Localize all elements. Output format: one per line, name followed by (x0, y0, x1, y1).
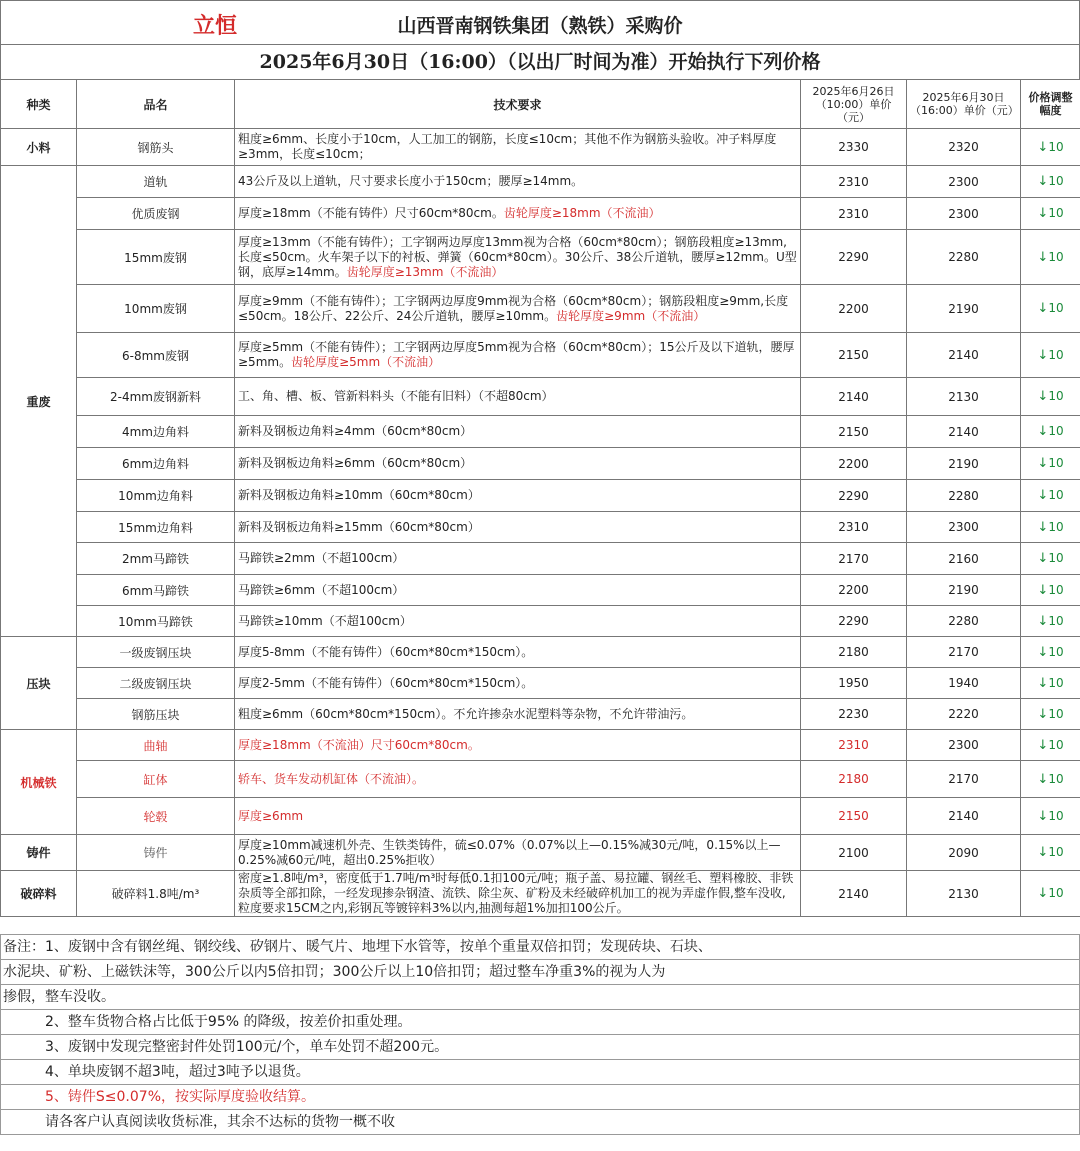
price-table (0, 79, 1080, 917)
note-line: 3、废钢中发现完整密封件处罚100元/个，单车处罚不超200元。 (0, 1035, 1080, 1060)
requirement-cell (235, 543, 801, 575)
table-row (1, 230, 1080, 285)
product-name: 破碎料1.8吨/m³ (77, 871, 235, 917)
table-row (1, 129, 1080, 166)
table-row (1, 699, 1080, 730)
product-name: 铸件 (77, 835, 235, 871)
price-adjust (1021, 480, 1080, 512)
table-row (1, 575, 1080, 606)
adjust-value: 10 (1048, 737, 1064, 752)
requirement-red-text: 轿车、货车发动机缸体（不流油）。 (238, 771, 425, 786)
table-row (1, 606, 1080, 637)
down-arrow-icon: ↓ (1037, 613, 1049, 629)
price-old: 2200 (801, 448, 907, 480)
requirement-cell (235, 835, 801, 871)
table-row (1, 543, 1080, 575)
header-price-old: 2025年6月26日（10:00）单价（元） (801, 80, 907, 129)
adjust-value: 10 (1048, 139, 1064, 154)
price-adjust (1021, 448, 1080, 480)
price-adjust (1021, 129, 1080, 166)
price-adjust (1021, 166, 1080, 198)
product-name: 一级废钢压块 (77, 637, 235, 668)
requirement-text: 粗度≥6mm、长度小于10cm，人工加工的钢筋，长度≤10cm；其他不作为钢筋头验收。冲子料厚度≥3mm，长度≤10cm； (238, 132, 777, 161)
requirement-text: 粗度≥6mm（60cm*80cm*150cm）。不允许掺杂水泥塑料等杂物，不允许带油污。 (238, 706, 694, 721)
product-name: 缸体 (77, 761, 235, 798)
requirement-text: 厚度≥9mm（不能有铸件）；工字钢两边厚度9mm视为合格（60cm*80cm）；钢筋段粗度≥9mm,长度≤50cm。18公斤、22公斤、24公斤道轨，腰厚≥10mm。 (238, 293, 789, 323)
requirement-cell (235, 129, 801, 166)
price-old: 2230 (801, 699, 907, 730)
requirement-red-text: 齿轮厚度≥18mm（不流油） (503, 206, 661, 220)
product-name: 2mm马蹄铁 (77, 543, 235, 575)
category-cell: 机械铁 (1, 730, 77, 835)
table-row (1, 871, 1080, 917)
table-row (1, 480, 1080, 512)
requirement-cell (235, 730, 801, 761)
page-title: 山西晋南钢铁集团（熟铁）采购价 (397, 15, 683, 37)
product-name: 10mm边角料 (77, 480, 235, 512)
price-old: 1950 (801, 668, 907, 699)
price-adjust (1021, 798, 1080, 835)
table-row (1, 761, 1080, 798)
product-name: 道轨 (77, 166, 235, 198)
requirement-cell (235, 166, 801, 198)
adjust-value: 10 (1048, 582, 1064, 597)
product-name: 6mm马蹄铁 (77, 575, 235, 606)
requirement-text: 新料及钢板边角料≥15mm（60cm*80cm） (238, 519, 480, 534)
adjust-value: 10 (1048, 706, 1064, 721)
adjust-value: 10 (1048, 675, 1064, 690)
price-new: 1940 (907, 668, 1021, 699)
adjust-value: 10 (1048, 174, 1064, 188)
table-row (1, 637, 1080, 668)
price-new: 2280 (907, 230, 1021, 285)
effective-date-banner: 2025年6月30日（16:00）（以出厂时间为准）开始执行下列价格 (0, 44, 1080, 80)
product-name: 2-4mm废钢新料 (77, 378, 235, 416)
down-arrow-icon: ↓ (1037, 347, 1049, 363)
price-adjust (1021, 416, 1080, 448)
adjust-value: 10 (1048, 771, 1064, 786)
header-requirement: 技术要求 (235, 80, 801, 129)
price-old: 2310 (801, 198, 907, 230)
table-row (1, 198, 1080, 230)
category-cell: 铸件 (1, 835, 77, 871)
down-arrow-icon: ↓ (1037, 174, 1049, 189)
price-adjust (1021, 333, 1080, 378)
down-arrow-icon: ↓ (1037, 456, 1049, 471)
requirement-cell (235, 285, 801, 333)
category-cell: 重废 (1, 166, 77, 637)
down-arrow-icon: ↓ (1037, 206, 1049, 221)
requirement-cell (235, 480, 801, 512)
down-arrow-icon: ↓ (1037, 488, 1049, 503)
requirement-text: 厚度5-8mm（不能有铸件）（60cm*80cm*150cm）。 (238, 644, 534, 659)
price-new: 2190 (907, 575, 1021, 606)
product-name: 钢筋头 (77, 129, 235, 166)
requirement-text: 工、角、槽、板、管新料料头（不能有旧料）（不超80cm） (238, 389, 554, 403)
price-old: 2310 (801, 512, 907, 543)
price-new: 2190 (907, 285, 1021, 333)
requirement-cell (235, 575, 801, 606)
requirement-text: 新料及钢板边角料≥6mm（60cm*80cm） (238, 456, 473, 470)
product-name: 6mm边角料 (77, 448, 235, 480)
note-line: 掺假，整车没收。 (0, 985, 1080, 1010)
price-old: 2180 (801, 637, 907, 668)
price-old: 2290 (801, 480, 907, 512)
requirement-text: 厚度≥13mm（不能有铸件）；工字钢两边厚度13mm视为合格（60cm*80cm）；钢筋段粗度≥13mm,长度≤50cm。火车架子以下的衬板、弹簧（60cm*80cm）。30公斤、38公斤道轨，腰厚≥12mm。U型钢，底厚≥14mm。 (238, 234, 797, 279)
product-name: 6-8mm废钢 (77, 333, 235, 378)
price-new: 2160 (907, 543, 1021, 575)
category-cell: 压块 (1, 637, 77, 730)
adjust-value: 10 (1048, 613, 1064, 628)
product-name: 二级废钢压块 (77, 668, 235, 699)
price-old: 2150 (801, 333, 907, 378)
header-adjust: 价格调整幅度 (1021, 80, 1080, 129)
down-arrow-icon: ↓ (1037, 886, 1049, 901)
price-old: 2200 (801, 575, 907, 606)
price-old: 2290 (801, 230, 907, 285)
price-new: 2130 (907, 378, 1021, 416)
product-name: 4mm边角料 (77, 416, 235, 448)
price-new: 2130 (907, 871, 1021, 917)
price-old: 2200 (801, 285, 907, 333)
table-row (1, 835, 1080, 871)
requirement-text: 厚度2-5mm（不能有铸件）（60cm*80cm*150cm）。 (238, 675, 534, 690)
header-name: 品名 (77, 80, 235, 129)
price-old: 2150 (801, 798, 907, 835)
price-new: 2090 (907, 835, 1021, 871)
price-new: 2280 (907, 606, 1021, 637)
price-new: 2300 (907, 730, 1021, 761)
adjust-value: 10 (1048, 551, 1064, 565)
requirement-text: 马蹄铁≥6mm（不超100cm） (238, 582, 405, 597)
requirement-cell (235, 699, 801, 730)
price-new: 2190 (907, 448, 1021, 480)
requirement-text: 新料及钢板边角料≥10mm（60cm*80cm） (238, 488, 480, 502)
table-row (1, 668, 1080, 699)
price-adjust (1021, 835, 1080, 871)
down-arrow-icon: ↓ (1037, 644, 1049, 660)
product-name: 15mm边角料 (77, 512, 235, 543)
adjust-value: 10 (1048, 301, 1064, 315)
down-arrow-icon: ↓ (1037, 301, 1049, 316)
price-new: 2300 (907, 512, 1021, 543)
brand-logo-text: 立恒 (193, 14, 238, 39)
adjust-value: 10 (1048, 249, 1064, 264)
requirement-cell (235, 333, 801, 378)
requirement-cell (235, 606, 801, 637)
table-row (1, 166, 1080, 198)
down-arrow-icon: ↓ (1037, 845, 1049, 860)
down-arrow-icon: ↓ (1037, 771, 1049, 787)
price-old: 2140 (801, 871, 907, 917)
price-old: 2290 (801, 606, 907, 637)
table-row (1, 448, 1080, 480)
requirement-cell (235, 761, 801, 798)
requirement-cell (235, 871, 801, 917)
price-adjust (1021, 668, 1080, 699)
note-line: 4、单块废钢不超3吨，超过3吨予以退货。 (0, 1060, 1080, 1085)
requirement-cell (235, 230, 801, 285)
note-line: 5、铸件S≤0.07%，按实际厚度验收结算。 (0, 1085, 1080, 1110)
adjust-value: 10 (1048, 389, 1064, 403)
header-price-new: 2025年6月30日（16:00）单价（元） (907, 80, 1021, 129)
note-line: 2、整车货物合格占比低于95% 的降级，按差价扣重处理。 (0, 1010, 1080, 1035)
requirement-text: 马蹄铁≥10mm（不超100cm） (238, 613, 412, 628)
down-arrow-icon: ↓ (1037, 139, 1049, 155)
header-category: 种类 (1, 80, 77, 129)
adjust-value: 10 (1048, 845, 1064, 859)
price-new: 2280 (907, 480, 1021, 512)
price-adjust (1021, 230, 1080, 285)
price-new: 2170 (907, 637, 1021, 668)
requirement-cell (235, 198, 801, 230)
table-row (1, 285, 1080, 333)
adjust-value: 10 (1048, 644, 1064, 659)
adjust-value: 10 (1048, 886, 1064, 900)
table-row (1, 416, 1080, 448)
requirement-text: 厚度≥18mm（不能有铸件）尺寸60cm*80cm。 (238, 206, 504, 220)
product-name: 10mm废钢 (77, 285, 235, 333)
down-arrow-icon: ↓ (1037, 389, 1049, 404)
table-row (1, 333, 1080, 378)
price-old: 2150 (801, 416, 907, 448)
product-name: 15mm废钢 (77, 230, 235, 285)
requirement-text: 厚度≥5mm（不能有铸件）；工字钢两边厚度5mm视为合格（60cm*80cm）；15公斤及以下道轨，腰厚≥5mm。 (238, 340, 795, 369)
requirement-red-text: 厚度≥18mm（不流油）尺寸60cm*80cm。 (238, 737, 480, 752)
down-arrow-icon: ↓ (1037, 737, 1049, 753)
price-adjust (1021, 575, 1080, 606)
price-adjust (1021, 543, 1080, 575)
price-new: 2140 (907, 798, 1021, 835)
adjust-value: 10 (1048, 206, 1064, 220)
price-old: 2310 (801, 166, 907, 198)
category-cell: 破碎料 (1, 871, 77, 917)
requirement-text: 密度≥1.8吨/m³，密度低于1.7吨/m³时每低0.1扣100元/吨；瓶子盖、易拉罐、钢丝毛、塑料橡胶、非铁杂质等全部扣除，一经发现掺杂钢渣、流铁、除尘灰、矿粉及未经破碎机加工的视为弄虚作假,整车没收,粒度要求15CM之内,彩钢瓦等镀锌料3%以内,抽测每超1%加扣100公斤。 (238, 871, 794, 915)
price-adjust (1021, 512, 1080, 543)
requirement-red-text: 齿轮厚度≥9mm（不流油） (556, 308, 706, 323)
adjust-value: 10 (1048, 456, 1064, 470)
adjust-value: 10 (1048, 488, 1064, 502)
price-adjust (1021, 871, 1080, 917)
requirement-text: 马蹄铁≥2mm（不超100cm） (238, 551, 405, 565)
note-line: 水泥块、矿粉、上磁铁沫等，300公斤以内5倍扣罚；300公斤以上10倍扣罚；超过整车净重3%的视为人为 (0, 960, 1080, 985)
requirement-text: 43公斤及以上道轨，尺寸要求长度小于150cm；腰厚≥14mm。 (238, 174, 584, 188)
requirement-cell (235, 378, 801, 416)
price-new: 2140 (907, 333, 1021, 378)
requirement-red-text: 齿轮厚度≥5mm（不流油） (291, 355, 441, 369)
category-cell: 小料 (1, 129, 77, 166)
table-row (1, 378, 1080, 416)
adjust-value: 10 (1048, 347, 1064, 362)
title-row (0, 0, 1080, 45)
down-arrow-icon: ↓ (1037, 582, 1049, 598)
product-name: 轮毂 (77, 798, 235, 835)
down-arrow-icon: ↓ (1037, 706, 1049, 722)
note-line: 请各客户认真阅读收货标准，其余不达标的货物一概不收 (0, 1110, 1080, 1135)
price-new: 2300 (907, 198, 1021, 230)
price-old: 2330 (801, 129, 907, 166)
requirement-text: 新料及钢板边角料≥4mm（60cm*80cm） (238, 424, 473, 438)
note-line: 备注：1、废钢中含有钢丝绳、钢绞线、矽钢片、暖气片、地埋下水管等，按单个重量双倍扣罚；发现砖块、石块、 (0, 934, 1080, 960)
requirement-cell (235, 637, 801, 668)
requirement-text: 厚度≥10mm减速机外壳、生铁类铸件，硫≤0.07%（0.07%以上—0.15%减30元/吨，0.15%以上—0.25%减60元/吨，超出0.25%拒收） (238, 837, 781, 867)
table-row (1, 798, 1080, 835)
requirement-cell (235, 416, 801, 448)
requirement-red-text: 厚度≥6mm (238, 808, 304, 823)
requirement-cell (235, 448, 801, 480)
requirement-cell (235, 668, 801, 699)
requirement-cell (235, 798, 801, 835)
price-new: 2220 (907, 699, 1021, 730)
down-arrow-icon: ↓ (1037, 519, 1049, 535)
down-arrow-icon: ↓ (1037, 249, 1049, 265)
price-adjust (1021, 730, 1080, 761)
table-header-row (1, 80, 1080, 129)
adjust-value: 10 (1048, 808, 1064, 823)
product-name: 优质废钢 (77, 198, 235, 230)
product-name: 10mm马蹄铁 (77, 606, 235, 637)
down-arrow-icon: ↓ (1037, 808, 1049, 824)
price-adjust (1021, 606, 1080, 637)
price-old: 2140 (801, 378, 907, 416)
product-name: 曲轴 (77, 730, 235, 761)
price-new: 2300 (907, 166, 1021, 198)
table-row (1, 730, 1080, 761)
table-row (1, 512, 1080, 543)
down-arrow-icon: ↓ (1037, 551, 1049, 566)
price-adjust (1021, 761, 1080, 798)
price-adjust (1021, 699, 1080, 730)
down-arrow-icon: ↓ (1037, 424, 1049, 439)
price-adjust (1021, 198, 1080, 230)
requirement-red-text: 齿轮厚度≥13mm（不流油） (346, 264, 504, 279)
price-new: 2170 (907, 761, 1021, 798)
price-adjust (1021, 637, 1080, 668)
price-adjust (1021, 285, 1080, 333)
down-arrow-icon: ↓ (1037, 675, 1049, 691)
product-name: 钢筋压块 (77, 699, 235, 730)
price-new: 2140 (907, 416, 1021, 448)
requirement-cell (235, 512, 801, 543)
price-old: 2100 (801, 835, 907, 871)
notes-section (0, 934, 1080, 1135)
price-old: 2180 (801, 761, 907, 798)
price-new: 2320 (907, 129, 1021, 166)
price-old: 2170 (801, 543, 907, 575)
price-adjust (1021, 378, 1080, 416)
price-old: 2310 (801, 730, 907, 761)
adjust-value: 10 (1048, 519, 1064, 534)
adjust-value: 10 (1048, 424, 1064, 438)
